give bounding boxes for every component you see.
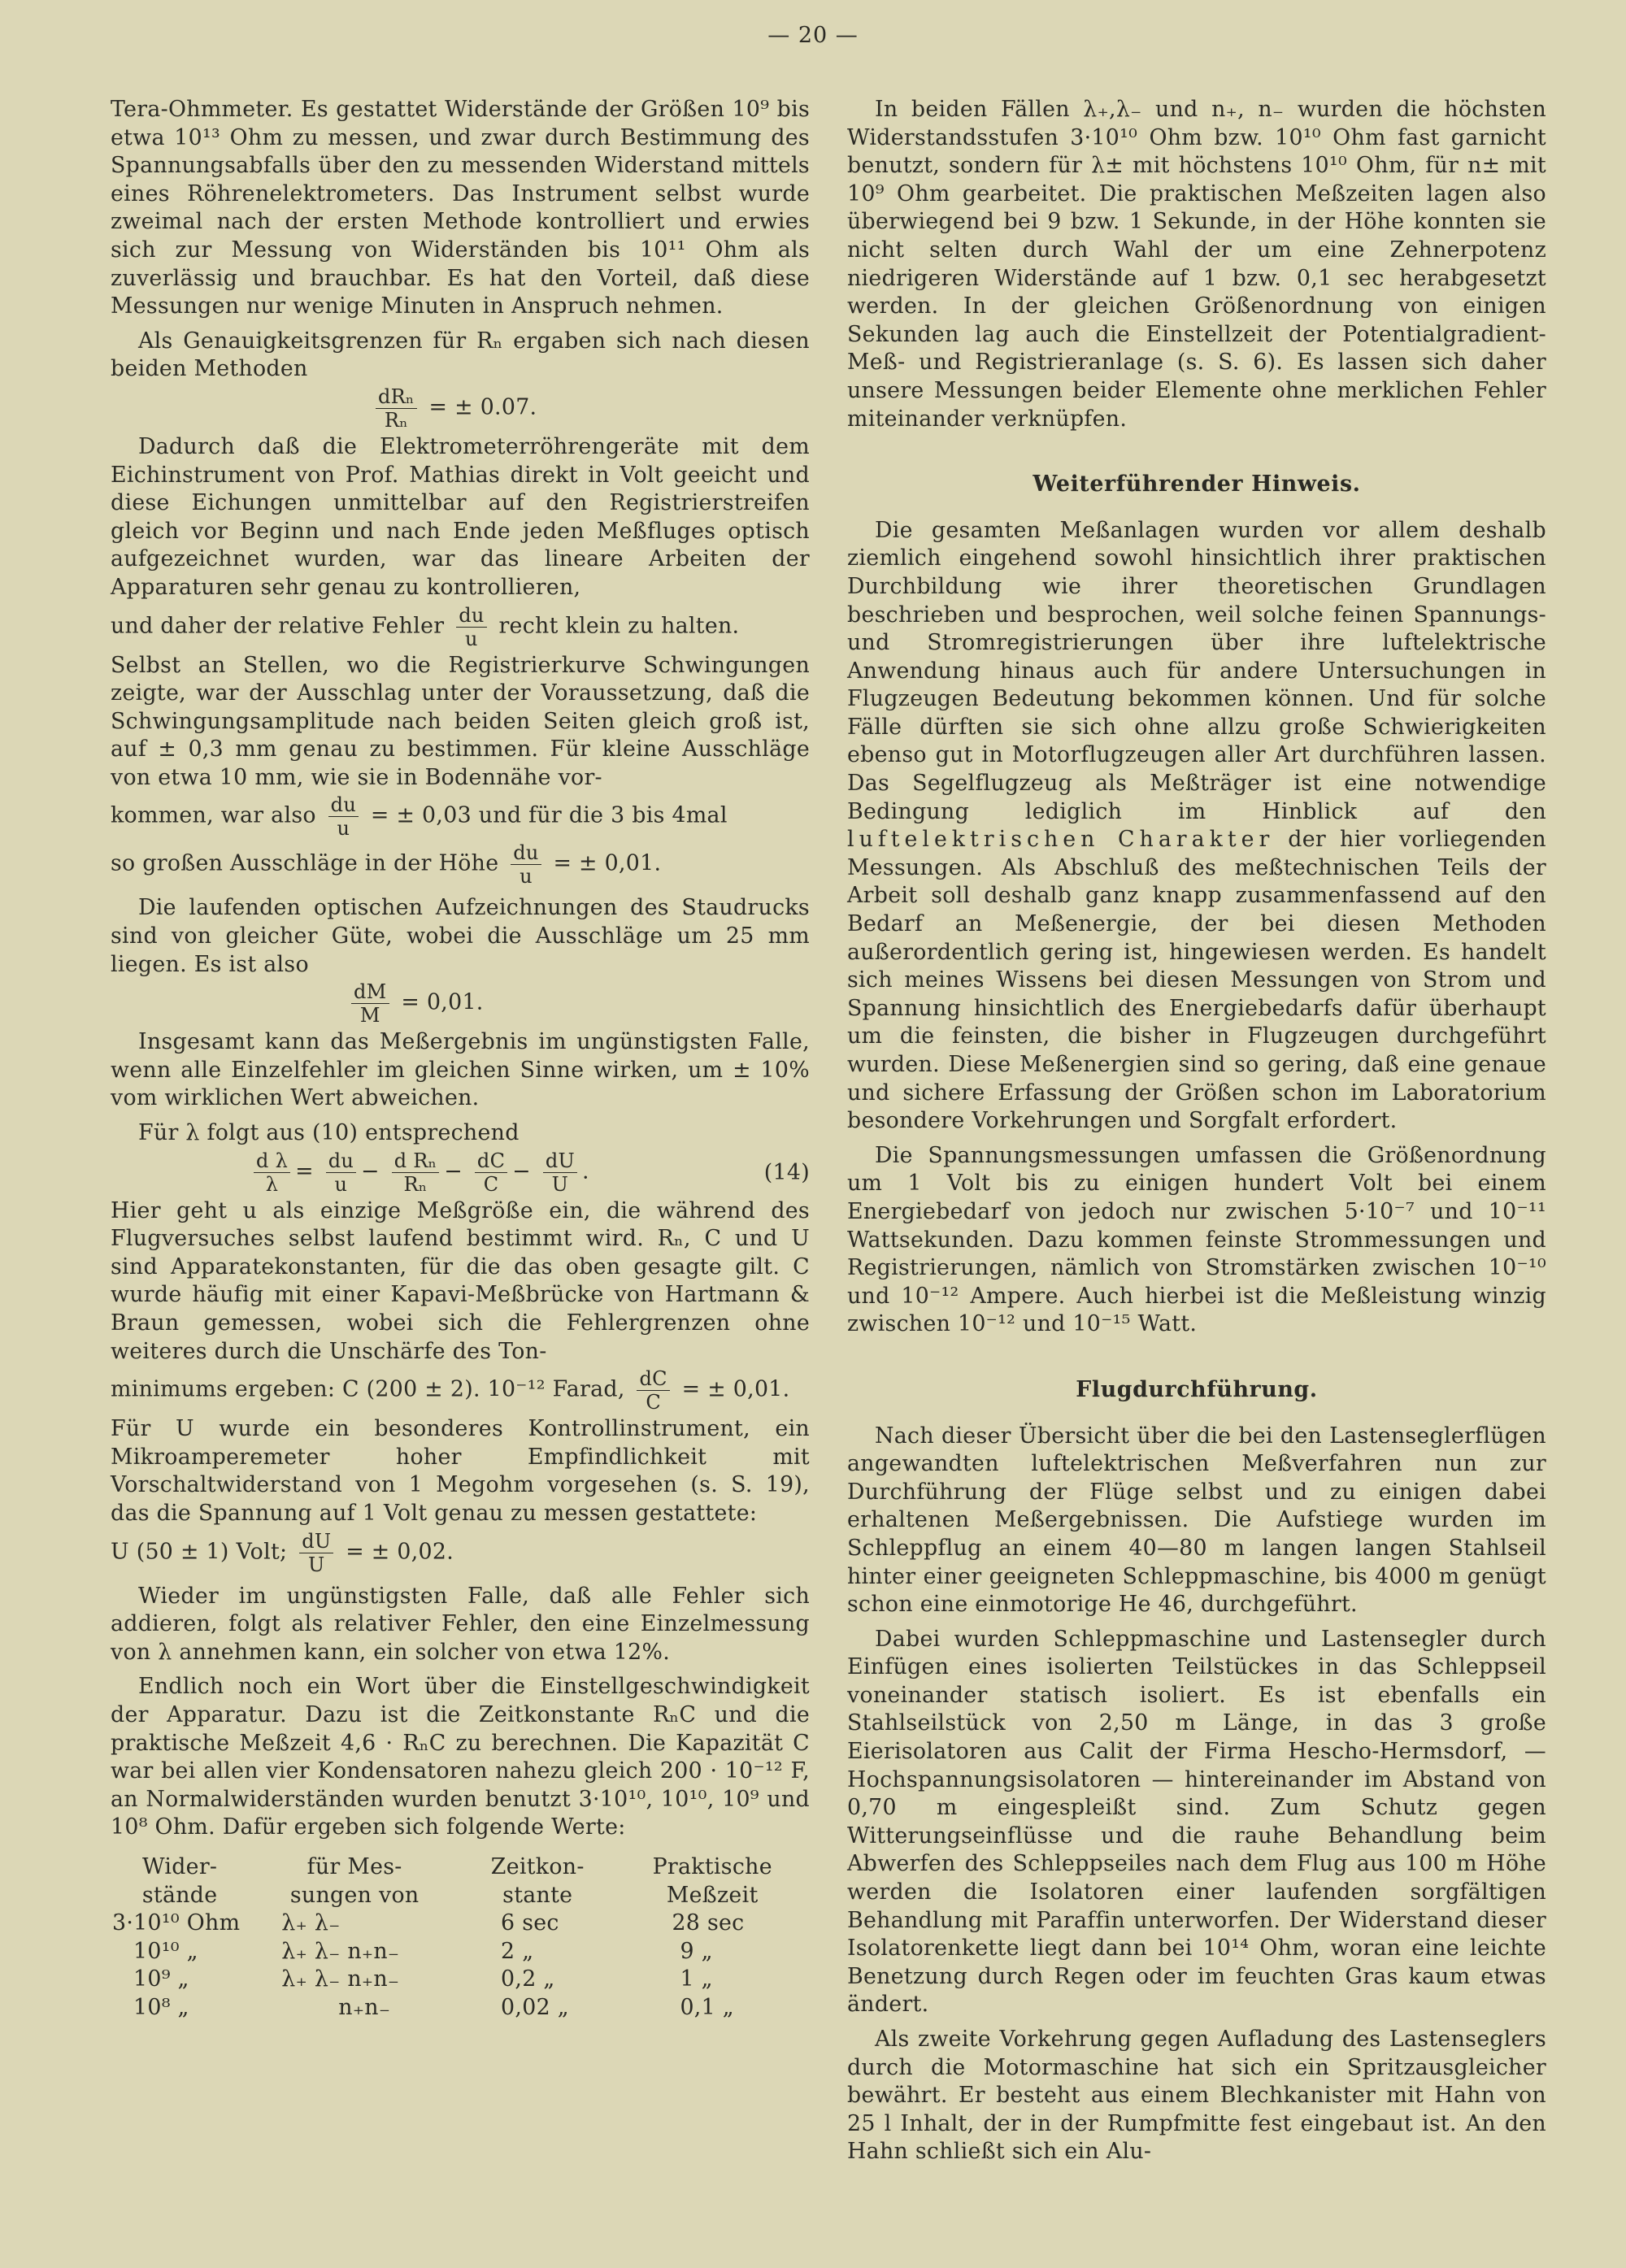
formula-line [111, 604, 810, 650]
fraction [376, 385, 417, 432]
formula-text: = ± 0,02. [346, 1539, 454, 1565]
fraction-denominator: u [465, 627, 478, 650]
formula-text: U (50 ± 1) Volt; [111, 1539, 288, 1565]
paragraph: Wieder im ungünstigsten Falle, daß alle Fehler sich addieren, folgt als relativer Fehler, den eine Einzelmessung von λ annehmen kann, ein solcher von etwa 12%. [111, 1583, 810, 1665]
paragraph: Als Genauigkeitsgrenzen für Rₙ ergaben sich nach diesen beiden Methoden [111, 328, 810, 382]
fraction-numerator: dC [637, 1367, 669, 1391]
formula-line [111, 1530, 810, 1576]
fraction [392, 1149, 440, 1196]
formula-text: so großen Ausschläge in der Höhe [111, 850, 499, 876]
paragraph: Insgesamt kann das Meßergebnis im ungünstigsten Falle, wenn alle Einzelfehler im gleichen Sinne wirken, um ± 10% vom wirklichen Wert abweichen. [111, 1029, 810, 1111]
table-cell: λ₊ λ₋ [281, 1910, 341, 1936]
fraction [543, 1149, 577, 1196]
table-header: Wider- stände [141, 1853, 218, 1908]
table-cell: 1 „ [680, 1966, 713, 1992]
formula-line [111, 1367, 810, 1414]
formula-text: = ± 0,01. [553, 850, 662, 876]
table-header: Praktische Meßzeit [652, 1853, 772, 1908]
fraction [511, 841, 541, 888]
fraction-numerator: du [511, 841, 541, 865]
table-cell: 2 „ [501, 1938, 534, 1964]
fraction [328, 793, 359, 840]
fraction-denominator: Rₙ [384, 408, 408, 432]
paragraph: Für U wurde ein besonderes Kontrollinstrument, ein Mikroamperemeter hoher Empfindlichkeit mit Vorschaltwiderstand von 1 Megohm vorgesehen (s. S. 19), das die Spannung auf 1 Volt genau zu messen gestattete: [111, 1416, 810, 1526]
fraction-numerator: d λ [254, 1149, 290, 1173]
fraction-numerator: dM [351, 980, 389, 1004]
paragraph: Tera-Ohmmeter. Es gestattet Widerstände der Größen 10⁹ bis etwa 10¹³ Ohm zu messen, und zwar durch Bestimmung des Spannungsabfalls über den zu messenden Widerstand mittels eines Röhrenelektrometers. Das Instrument selbst wurde zweimal nach der ersten Methode kontrolliert und erwies sich zur Messung von Widerständen bis 10¹¹ Ohm als zuverlässig und brauchbar. Es hat den Vorteil, daß diese Messungen nur wenige Minuten in Anspruch nehmen. [111, 97, 810, 319]
table-cell: 9 „ [680, 1938, 713, 1964]
fraction-numerator: dRₙ [376, 385, 417, 409]
table-row [111, 1910, 810, 1938]
formula-text: kommen, war also [111, 802, 316, 828]
table-cell: 10⁸ „ [133, 1994, 189, 2020]
fraction-denominator: C [646, 1391, 661, 1414]
equation-number: (14) [763, 1159, 810, 1185]
right-column [847, 96, 1546, 2166]
formula-text: = ± 0.07. [428, 394, 537, 420]
paragraph: Dadurch daß die Elektrometerröhrengeräte mit dem Eichinstrument von Prof. Mathias direkt in Volt geeicht und diese Eichungen unmittelbar auf den Registrierstreifen gleich vor Beginn und nach Ende jeden Meßfluges optisch aufgezeichnet wurden, war das lineare Arbeiten der Apparaturen sehr genau zu kontrollieren, [111, 433, 810, 600]
fraction-numerator: du [328, 793, 359, 817]
table-cell: 6 sec [501, 1910, 559, 1936]
formula-text: recht klein zu halten. [498, 613, 740, 638]
fraction [351, 980, 389, 1027]
paragraph: Nach dieser Übersicht über die bei den Lastenseglerflügen angewandten luftelektrischen Meßverfahren nun zur Durchführung der Flüge selbst und zu einigen dabei erhaltenen Meßergebnissen. Die Aufstiege wurden im Schleppflug an einem 40—80 m langen langen Stahlseil hinter einer geeigneten Schleppmaschine, bis 4000 m genügt schon eine einmotorige He 46, durchgeführt. [847, 1423, 1546, 1618]
table-cell: 10¹⁰ „ [133, 1938, 198, 1964]
fraction [475, 1149, 507, 1196]
formula-text: minimums ergeben: C (200 ± 2). 10⁻¹² Farad, [111, 1376, 625, 1402]
fraction-denominator: U [308, 1553, 325, 1576]
text-run: Die gesamten Meßanlagen wurden vor allem deshalb ziemlich eingehend sowohl hinsichtlich ihrer praktischen Durchbildung wie ihrer theoretischen Grundlagen beschrieben und besprochen, weil solche feinen Spannungs- und Stromregistrierungen über ihre luftelektrische Anwendung hinaus auch für andere Untersuchungen in Flugzeugen Bedeutung bekommen können. Und für solche Fälle dürften sie sich ohne allzu große Schwierigkeiten ebenso gut in Motorflugzeugen aller Art durchführen lassen. Das Segelflugzeug als Meßträger ist eine notwendige Bedingung lediglich im Hinblick auf den [847, 517, 1546, 824]
formula-text: = ± 0,01. [681, 1376, 790, 1402]
table-cell: 3·10¹⁰ Ohm [112, 1910, 241, 1936]
table-cell: 10⁹ „ [133, 1966, 189, 1992]
paragraph: Die laufenden optischen Aufzeichnungen des Staudrucks sind von gleicher Güte, wobei die Ausschläge um 25 mm liegen. Es ist also [111, 895, 810, 977]
fraction-numerator: du [326, 1149, 356, 1173]
fraction-numerator: dU [543, 1149, 577, 1173]
table-cell: n₊n₋ [338, 1994, 391, 2020]
fraction-numerator: d Rₙ [392, 1149, 440, 1173]
paragraph: Dabei wurden Schleppmaschine und Lastensegler durch Einfügen eines isolierten Teilstückes in das Schleppseil voneinander statisch isoliert. Es ist ebenfalls ein Stahlseilstück von 2,50 m Länge, in das 3 große Eierisolatoren aus Calit der Firma Hescho-Hermsdorf, — Hochspannungsisolatoren — hintereinander im Abstand von 0,70 m eingespleißt sind. Zum Schutz gegen Witterungseinflüsse und die rauhe Behandlung beim Abwerfen des Schleppseiles nach dem Flug aus 100 m Höhe werden die Isolatoren einer laufenden sorgfältigen Behandlung mit Paraffin unterworfen. Der Widerstand dieser Isolatorenkette liegt dann bei 10¹⁴ Ohm, woran eine leichte Benetzung durch Regen oder im feuchten Gras kaum etwas ändert. [847, 1626, 1546, 2018]
section-heading: Flugdurchführung. [1076, 1376, 1318, 1402]
formula-text: = ± 0,03 und für die 3 bis 4mal [370, 802, 728, 828]
formula-line [111, 841, 810, 888]
paragraph: Die Spannungsmessungen umfassen die Größenordnung um 1 Volt bis zu einigen hundert Volt bei einem Energiebedarf von jedoch nur zwischen 5·10⁻⁷ und 10⁻¹¹ Wattsekunden. Dazu kommen feinste Strommessungen und Registrierungen, nämlich von Stromstärken zwischen 10⁻¹⁰ und 10⁻¹² Ampere. Auch hierbei ist die Meßleistung winzig zwischen 10⁻¹² und 10⁻¹⁵ Watt. [847, 1142, 1546, 1337]
paragraph: In beiden Fällen λ₊,λ₋ und n₊, n₋ wurden die höchsten Widerstandsstufen 3·10¹⁰ Ohm bzw. 10¹⁰ Ohm fast garnicht benutzt, sondern für λ± mit höchstens 10¹⁰ Ohm, für n± mit 10⁹ Ohm gearbeitet. Die praktischen Meßzeiten lagen also überwiegend bei 9 bzw. 1 Sekunde, in der Höhe konnten sie nicht selten durch Wahl der um eine Zehnerpotenz niedrigeren Widerstände auf 1 bzw. 0,1 sec herabgesetzt werden. In der gleichen Größenordnung von einigen Sekunden lag auch die Einstellzeit der Potentialgradient-Meß- und Registrieranlage (s. S. 6). Es lassen sich daher unsere Messungen beider Elemente ohne merklichen Fehler miteinander verknüpfen. [847, 97, 1546, 432]
table-row [111, 1994, 810, 2023]
paragraph: Hier geht u als einzige Meßgröße ein, die während des Flugversuches selbst laufend bestimmt wird. Rₙ, C und U sind Apparatekonstanten, für die das oben gesagte gilt. C wurde häufig mit einer Kapavi-Meßbrücke von Hartmann & Braun gemessen, wobei sich die Fehlergrenzen ohne weiteres durch die Unschärfe des Ton- [111, 1197, 810, 1364]
values-table [111, 1853, 810, 2023]
fraction-numerator: dU [299, 1530, 333, 1553]
formula [111, 385, 810, 432]
paragraph: Als zweite Vorkehrung gegen Aufladung des Lastenseglers durch die Motormaschine hat sich ein Spritzausgleicher bewährt. Er besteht aus einem Blechkanister mit Hahn von 25 l Inhalt, der in der Rumpfmitte fest eingebaut ist. An den Hahn schließt sich ein Alu- [847, 2027, 1546, 2165]
table-header: für Mes- sungen von [289, 1853, 420, 1908]
fraction [637, 1367, 669, 1414]
fraction-numerator: dC [475, 1149, 507, 1173]
fraction-denominator: u [337, 817, 350, 841]
formula-14: $\frac{\text{d λ}}{\lambda}$ = $\frac{du}{u}$ − $\frac{\text{d Rₙ}}{\text{Rₙ}}$ − $\frac{dC}{C}$ − $\frac{dU}{U}$ . (14) [111, 1149, 810, 1196]
fraction-numerator: du [456, 604, 486, 628]
table-row [111, 1938, 810, 1966]
fraction-denominator: M [359, 1004, 380, 1028]
table-cell: 0,1 „ [680, 1994, 734, 2020]
fraction-denominator: λ [265, 1172, 279, 1196]
formula [111, 980, 810, 1027]
fraction-denominator: u [520, 865, 533, 889]
table-cell: 0,02 „ [501, 1994, 569, 2020]
table-cell: λ₊ λ₋ n₊n₋ [281, 1966, 400, 1992]
fraction [254, 1149, 290, 1196]
fraction-denominator: u [334, 1172, 348, 1196]
paragraph [847, 517, 1546, 1136]
paragraph: Selbst an Stellen, wo die Registrierkurve Schwingungen zeigte, war der Ausschlag unter der Voraussetzung, daß die Schwingungsamplitude nach beiden Seiten gleich groß ist, auf ± 0,3 mm genau zu bestimmen. Für kleine Ausschläge von etwa 10 mm, wie sie in Bodennähe vor- [111, 652, 810, 790]
fraction [326, 1149, 356, 1196]
fraction-denominator: Rₙ [403, 1172, 428, 1196]
fraction-denominator: C [483, 1172, 499, 1196]
fraction-denominator: U [551, 1172, 569, 1196]
paragraph: Endlich noch ein Wort über die Einstellgeschwindigkeit der Apparatur. Dazu ist die Zeitkonstante RₙC und die praktische Meßzeit 4,6 · RₙC zu berechnen. Die Kapazität C war bei allen vier Kondensatoren nahezu gleich 200 · 10⁻¹² F, an Normalwiderständen wurden benutzt 3·10¹⁰, 10¹⁰, 10⁹ und 10⁸ Ohm. Dafür ergeben sich folgende Werte: [111, 1674, 810, 1840]
fraction [456, 604, 486, 650]
section-heading: Weiterführender Hinweis. [1033, 471, 1361, 497]
left-column [111, 96, 810, 2022]
formula-line [111, 793, 810, 840]
table-header: Zeitkon- stante [490, 1853, 585, 1908]
table-cell: λ₊ λ₋ n₊n₋ [281, 1938, 400, 1964]
formula-text: und daher der relative Fehler [111, 613, 445, 638]
table-cell: 28 sec [672, 1910, 745, 1936]
text-run: der hier vorliegenden Messungen. Als Abschluß des meßtechnischen Teils der Arbeit soll deshalb ganz knapp zusammenfassend auf den Bedarf an Meßenergie, der bei diesen Methoden außerordentlich gering ist, hingewiesen werden. Es handelt sich meines Wissens bei diesen Messungen von Strom und Spannung hinsichtlich des Energiebedarfs dafür überhaupt um die feinsten, die bisher in Flugzeugen durchgeführt wurden. Diese Meßenergien sind so gering, daß eine genaue und sichere Erfassung der Größen schon im Laboratorium besondere Vorkehrungen und Sorgfalt erfordert. [847, 827, 1546, 1134]
page-number: — 20 — [767, 23, 859, 48]
formula-text: = 0,01. [401, 989, 484, 1015]
table-cell: 0,2 „ [501, 1966, 555, 1992]
table-row [111, 1966, 810, 1994]
paragraph: Für λ folgt aus (10) entsprechend [138, 1120, 520, 1146]
table-header-row [111, 1853, 810, 1910]
fraction [299, 1530, 333, 1576]
spaced-text: luftelektrischen Charakter [847, 827, 1275, 853]
